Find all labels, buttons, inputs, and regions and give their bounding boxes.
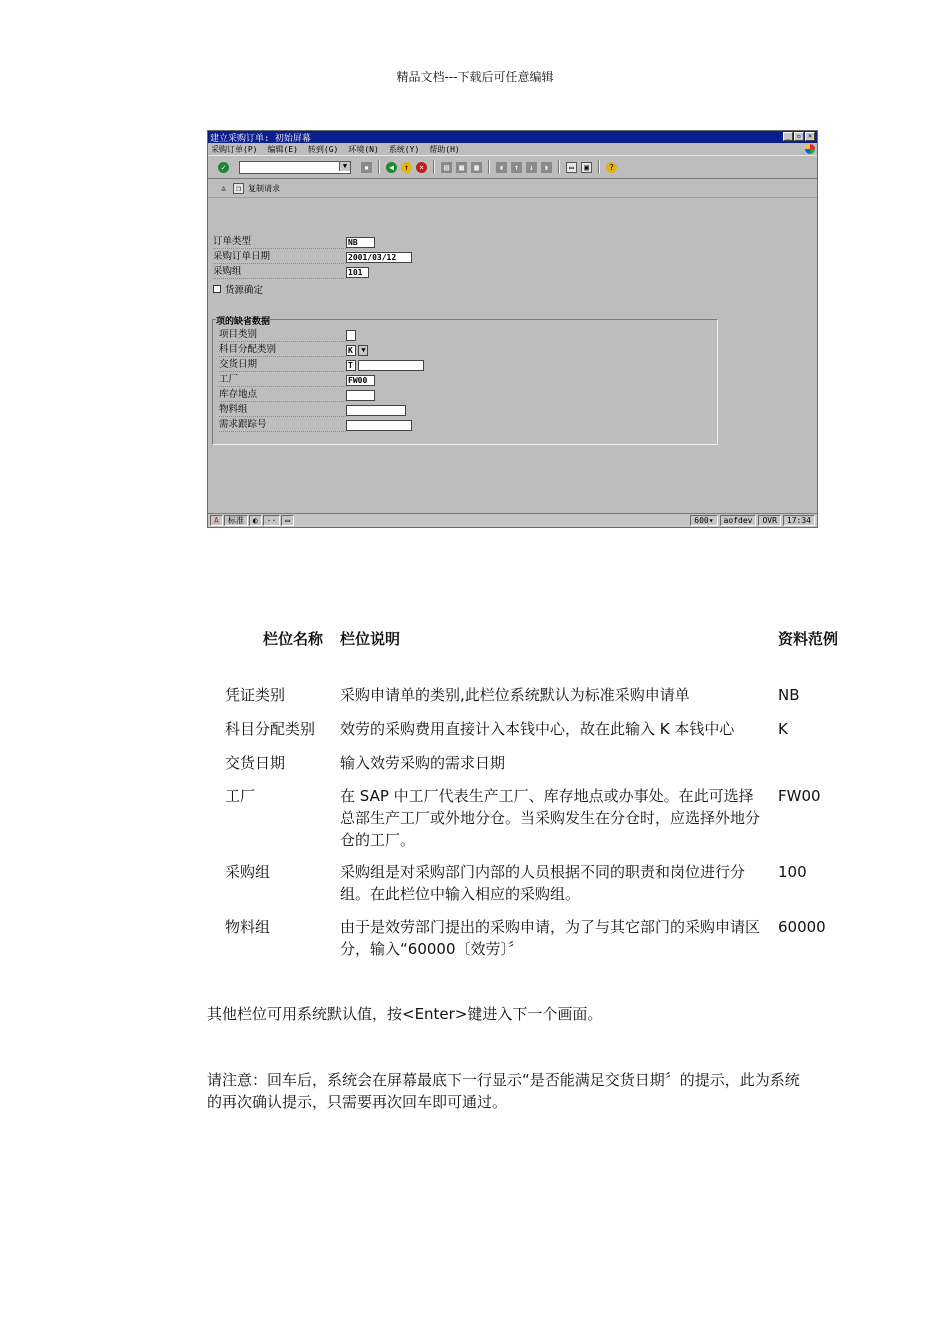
account-assignment-row — [219, 344, 368, 357]
copy-icon[interactable]: ❐ — [233, 183, 244, 194]
account-assignment-input[interactable]: K — [346, 345, 356, 356]
po-date-label: 采购订单日期 — [213, 251, 346, 264]
restore-icon[interactable]: ▫ — [794, 132, 804, 141]
attention-note: 请注意：回车后，系统会在屏幕最底下一行显示“是否能满足交货日期〞的提示，此为系统的再次确认提示，只需要再次回车即可通过。 — [207, 1071, 800, 1111]
table-header-row — [222, 628, 850, 672]
order-type-row — [213, 236, 375, 249]
plant-input[interactable]: FW00 — [346, 375, 375, 386]
purch-group-label: 采购组 — [213, 266, 346, 279]
field-example: NB — [778, 686, 800, 704]
item-category-row — [219, 329, 356, 342]
client-indicator[interactable]: 600▾ — [690, 515, 717, 526]
item-category-input[interactable] — [346, 330, 356, 341]
toolbar-separator — [558, 160, 560, 174]
tracking-number-row — [219, 419, 412, 432]
delivery-date-row — [219, 359, 424, 372]
source-determination-checkbox[interactable] — [213, 285, 221, 293]
header-field-desc: 栏位说明 — [340, 630, 401, 648]
mode-indicator[interactable]: 标准 — [224, 515, 248, 526]
plant-row — [219, 374, 375, 387]
chevron-down-icon[interactable]: ▼ — [339, 162, 350, 171]
source-determination-label: 货源确定 — [225, 284, 264, 296]
order-type-input[interactable]: NB — [346, 237, 375, 248]
person-icon[interactable]: ♙ — [221, 183, 226, 193]
menu-purchase-order[interactable]: 采购订单(P) — [211, 144, 258, 154]
field-example: 100 — [778, 863, 807, 881]
account-assignment-label: 科目分配类别 — [219, 344, 346, 357]
material-group-label: 物料组 — [219, 404, 346, 417]
minimize-icon[interactable]: _ — [783, 132, 793, 141]
menu-system[interactable]: 系统(Y) — [388, 144, 420, 154]
po-date-input[interactable]: 2001/03/12 — [346, 252, 412, 263]
field-desc: 采购申请单的类别,此栏位系统默认为标准采购申请单 — [340, 686, 690, 704]
shortcut-icon[interactable]: ▣ — [581, 162, 592, 173]
sap-window — [207, 130, 818, 528]
field-desc: 由于是效劳部门提出的采购申请，为了与其它部门的采购申请区分，输入“60000〔效劳〕〞 — [340, 918, 761, 958]
item-category-label: 项目类别 — [219, 329, 346, 342]
first-page-icon[interactable]: ⇞ — [496, 162, 507, 173]
toolbar-separator — [378, 160, 380, 174]
field-description-table — [222, 628, 850, 958]
po-date-row — [213, 251, 412, 264]
field-example: K — [778, 720, 788, 738]
purch-group-input[interactable]: 101 — [346, 267, 369, 278]
delivery-date-label: 交货日期 — [219, 359, 346, 372]
keyboard-icon[interactable]: ▭ — [281, 515, 294, 526]
status-bar — [208, 513, 817, 527]
header-field-name: 栏位名称 — [263, 630, 324, 648]
source-determination-row — [213, 282, 263, 295]
field-name: 采购组 — [225, 863, 271, 881]
toolbar-separator — [433, 160, 435, 174]
field-name: 科目分配类别 — [225, 720, 316, 738]
enter-icon[interactable]: ✓ — [218, 162, 229, 173]
field-desc: 在 SAP 中工厂代表生产工厂、库存地点或办事处。在此可选择总部生产工厂或外地分仓。当采购发生在分仓时，应选择外地分仓的工厂。 — [340, 787, 761, 849]
window-title: 建立采购订单: 初始屏幕 — [210, 133, 311, 144]
new-session-icon[interactable]: ▭ — [566, 162, 577, 173]
delivery-date-type-input[interactable]: T — [346, 360, 356, 371]
storage-location-input[interactable] — [346, 390, 375, 401]
material-group-input[interactable] — [346, 405, 406, 416]
save-icon[interactable]: ▪ — [361, 162, 372, 173]
previous-page-icon[interactable]: ↑ — [511, 162, 522, 173]
cancel-icon[interactable]: × — [416, 162, 427, 173]
next-page-icon[interactable]: ↓ — [526, 162, 537, 173]
storage-location-row — [219, 389, 375, 402]
plant-label: 工厂 — [219, 374, 346, 387]
menu-environment[interactable]: 环境(N) — [348, 144, 379, 154]
toolbar-separator — [488, 160, 490, 174]
field-name: 凭证类别 — [225, 686, 286, 704]
storage-location-label: 库存地点 — [219, 389, 346, 402]
field-desc: 采购组是对采购部门内部的人员根据不同的职责和岗位进行分组。在此栏位中输入相应的采购组。 — [340, 863, 746, 903]
back-icon[interactable]: ◀ — [386, 162, 397, 173]
time-indicator: 17:34 — [783, 515, 815, 526]
field-desc: 输入效劳采购的需求日期 — [340, 754, 506, 772]
find-icon[interactable]: ▦ — [456, 162, 467, 173]
header-note: 精品文档---下载后可任意编辑 — [396, 70, 554, 84]
header-example: 资料范例 — [778, 630, 839, 648]
last-page-icon[interactable]: ⇟ — [541, 162, 552, 173]
field-desc: 效劳的采购费用直接计入本钱中心，故在此输入 K 本钱中心 — [340, 720, 735, 738]
field-name: 物料组 — [225, 918, 271, 936]
ovr-indicator: OVR — [758, 515, 780, 526]
server-indicator: aofdev — [720, 515, 757, 526]
print-icon[interactable]: ▤ — [441, 162, 452, 173]
menu-help[interactable]: 帮助(H) — [429, 144, 460, 154]
standard-toolbar — [208, 155, 817, 179]
field-name: 工厂 — [225, 787, 256, 805]
field-example: 60000 — [778, 918, 826, 936]
copy-request-button[interactable]: 复制请求 — [248, 183, 280, 193]
command-field[interactable] — [239, 161, 351, 174]
close-icon[interactable]: × — [805, 132, 815, 141]
dots-icon[interactable]: ·· — [263, 515, 281, 526]
order-type-label: 订单类型 — [213, 236, 346, 249]
toolbar-separator — [598, 160, 600, 174]
enter-note: 其他栏位可用系统默认值，按<Enter>键进入下一个画面。 — [207, 1005, 603, 1023]
material-group-row — [219, 404, 406, 417]
menu-bar — [208, 143, 817, 155]
find-next-icon[interactable]: ▦ — [471, 162, 482, 173]
default-item-data-title: 项的缺省数据 — [216, 314, 270, 327]
moon-icon[interactable]: ◐ — [249, 515, 262, 526]
alert-icon: A — [210, 515, 223, 526]
tracking-number-label: 需求跟踪号 — [219, 419, 346, 432]
field-name: 交货日期 — [225, 754, 286, 772]
field-example: FW00 — [778, 787, 821, 805]
menu-edit[interactable]: 编辑(E) — [267, 144, 298, 154]
application-toolbar — [208, 179, 817, 198]
chevron-down-icon[interactable]: ▼ — [358, 345, 368, 356]
help-icon[interactable]: ? — [606, 162, 617, 173]
tracking-number-input[interactable] — [346, 420, 412, 431]
menu-goto[interactable]: 转到(G) — [307, 144, 339, 154]
sap-logo-icon — [805, 144, 815, 154]
exit-icon[interactable]: ↑ — [401, 162, 412, 173]
window-title-bar — [208, 131, 817, 143]
delivery-date-input[interactable] — [358, 360, 424, 371]
client-value: 600 — [694, 516, 709, 525]
purch-group-row — [213, 266, 369, 279]
